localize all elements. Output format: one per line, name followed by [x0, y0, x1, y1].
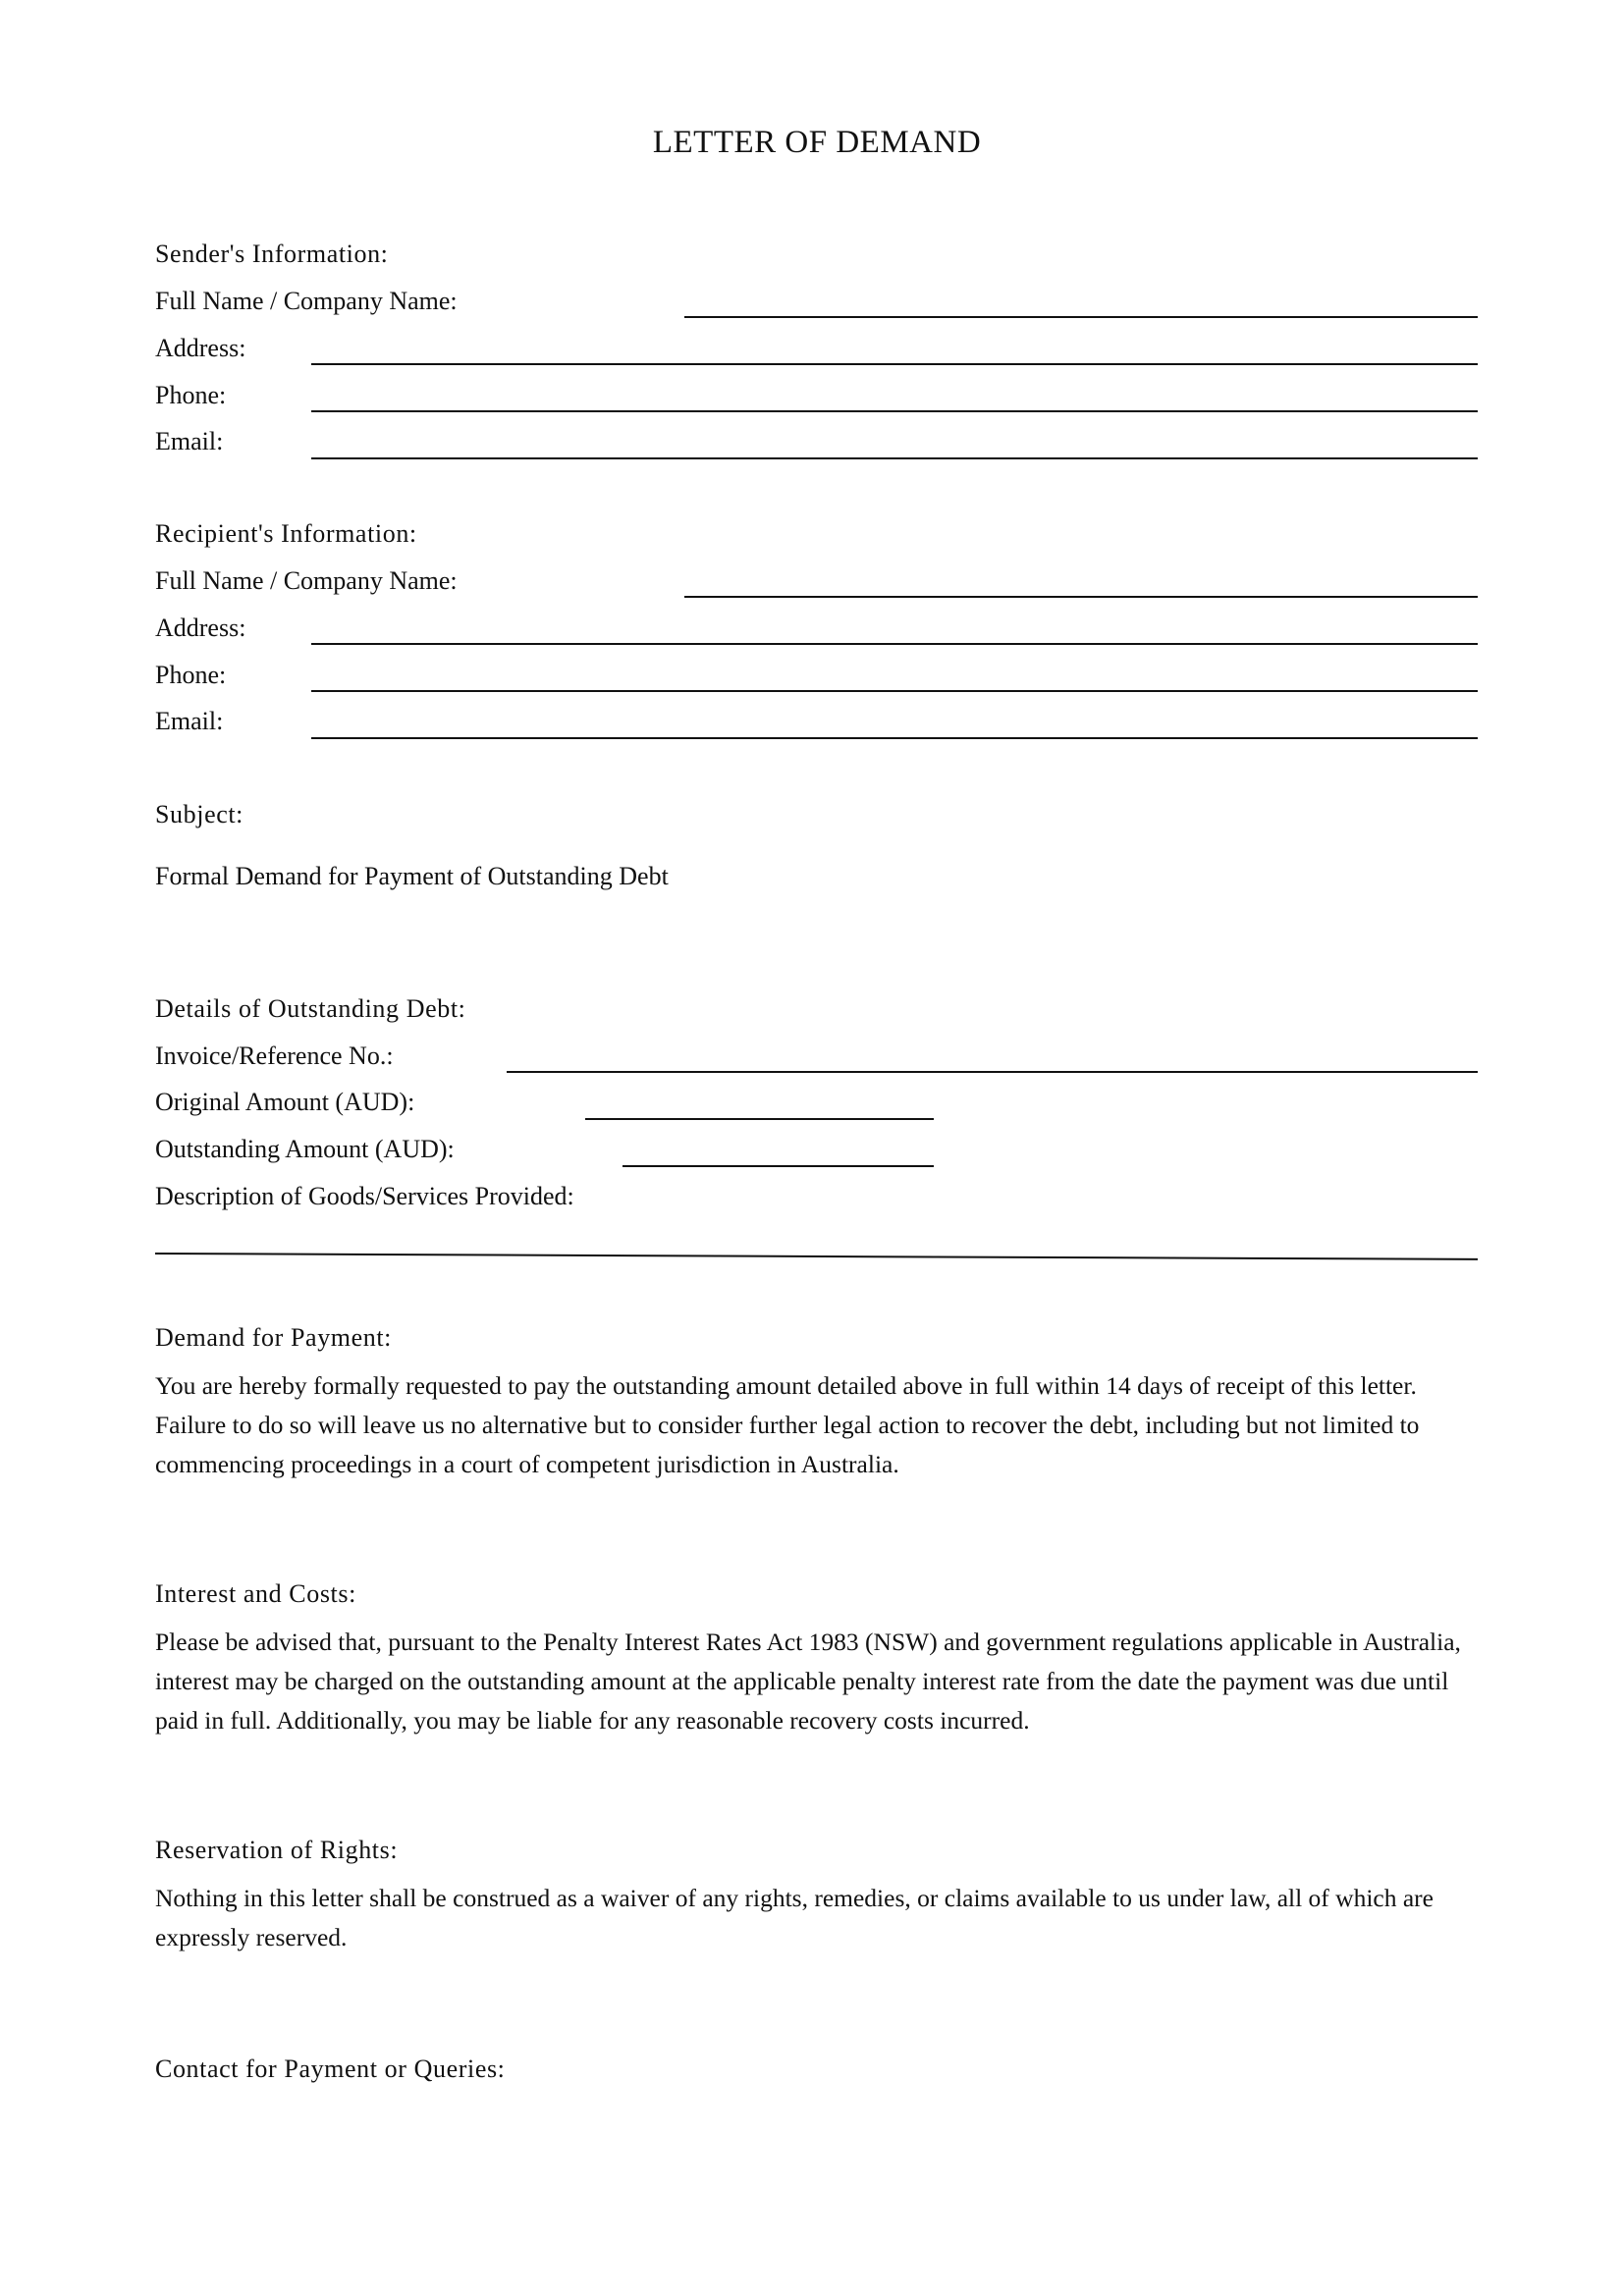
sender-address-field[interactable] [311, 363, 1478, 365]
outstanding-amount-field[interactable] [623, 1165, 934, 1167]
original-amount-label: Original Amount (AUD): [155, 1088, 415, 1116]
sender-email-label: Email: [155, 427, 224, 455]
sender-phone-field[interactable] [311, 410, 1478, 412]
recipient-name-label: Full Name / Company Name: [155, 566, 458, 595]
subject-text: Formal Demand for Payment of Outstanding Debt [155, 862, 669, 890]
demand-heading: Demand for Payment: [155, 1323, 393, 1352]
sender-name-label: Full Name / Company Name: [155, 287, 458, 315]
recipient-phone-label: Phone: [155, 661, 227, 689]
original-amount-field[interactable] [585, 1118, 934, 1120]
interest-heading: Interest and Costs: [155, 1579, 356, 1608]
document-title: LETTER OF DEMAND [652, 125, 982, 160]
description-field[interactable] [155, 1253, 1478, 1260]
recipient-email-label: Email: [155, 707, 224, 735]
recipient-email-field[interactable] [311, 737, 1478, 739]
sender-heading: Sender's Information: [155, 240, 389, 268]
sender-phone-label: Phone: [155, 381, 227, 409]
sender-name-field[interactable] [684, 316, 1478, 318]
recipient-name-field[interactable] [684, 596, 1478, 598]
interest-paragraph: Please be advised that, pursuant to the Penalty Interest Rates Act 1983 (NSW) and government regulations applicable in Australia, interest may be charged on the outstanding amount at the applicable penalty interest rate from the date the payment was due until paid in full. Additionally, you may be liable for any reasonable recovery costs incurred. [155, 1628, 1461, 1735]
description-label: Description of Goods/Services Provided: [155, 1182, 574, 1210]
recipient-heading: Recipient's Information: [155, 519, 417, 548]
demand-paragraph: You are hereby formally requested to pay the outstanding amount detailed above in full within 14 days of receipt of this letter. Failure to do so will leave us no alternative but to consider further legal action to recover the debt, including but not limited to commencing proceedings in a court of competent jurisdiction in Australia. [155, 1371, 1420, 1478]
sender-address-label: Address: [155, 334, 246, 362]
subject-heading: Subject: [155, 800, 244, 828]
rights-paragraph: Nothing in this letter shall be construed as a waiver of any rights, remedies, or claims available to us under law, all of which are expressly reserved. [155, 1884, 1434, 1951]
sender-email-field[interactable] [311, 457, 1478, 459]
debt-heading: Details of Outstanding Debt: [155, 994, 466, 1023]
recipient-address-field[interactable] [311, 643, 1478, 645]
recipient-phone-field[interactable] [311, 690, 1478, 692]
contact-heading: Contact for Payment or Queries: [155, 2055, 506, 2083]
rights-heading: Reservation of Rights: [155, 1836, 399, 1864]
invoice-label: Invoice/Reference No.: [155, 1041, 394, 1070]
invoice-field[interactable] [507, 1071, 1478, 1073]
outstanding-amount-label: Outstanding Amount (AUD): [155, 1135, 455, 1163]
recipient-address-label: Address: [155, 614, 246, 642]
